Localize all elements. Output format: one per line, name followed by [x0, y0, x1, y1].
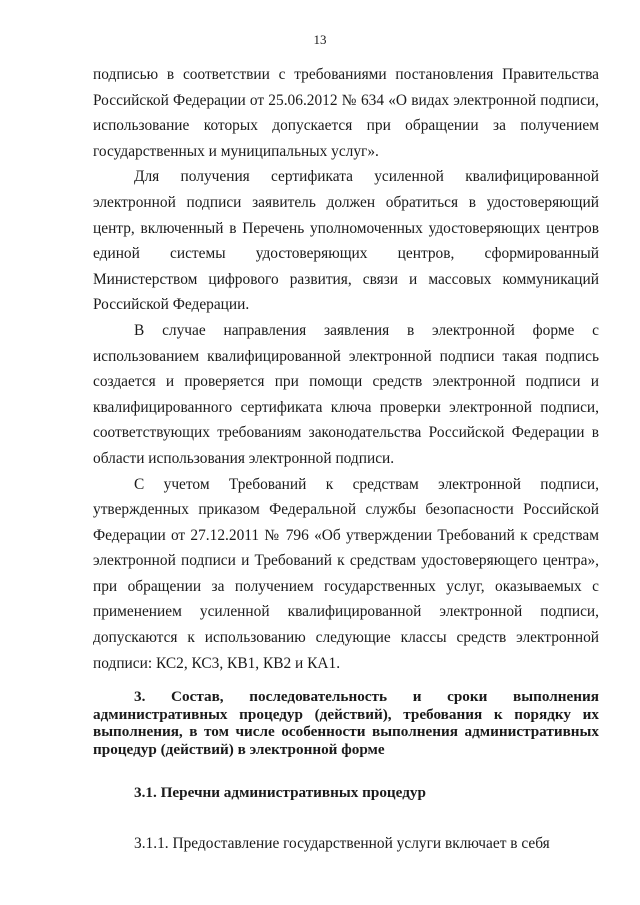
paragraph-continuation: подписью в соответствии с требованиями постановления Правительства Российской Федерации от 25.06.2012 № 634 «О видах электронной подписи, использование которых допускается при обращении за получением государственных и муниципальных услуг».	[93, 66, 599, 160]
page-number: 13	[313, 32, 327, 47]
document-body	[93, 62, 599, 856]
paragraph-electronic-form: В случае направления заявления в электронной форме с использованием квалифицированной электронной подписи такая подпись создается и проверяется при помощи средств электронной подписи и квалифицированного сертификата ключа проверки электронной подписи, соответствующих требованиям законодательства Российской Федерации в области использования электронной подписи.	[93, 321, 599, 467]
paragraph-procedures: 3.1.1. Предоставление государственной услуги включает в себя	[134, 834, 550, 852]
subsection-heading: 3.1. Перечни административных процедур	[134, 784, 426, 802]
section-heading: 3. Состав, последовательность и сроки выполнения административных процедур (действий), требования к порядку их выполнения, в том числе особенности выполнения административных процедур (действий) в электронной форме	[93, 688, 599, 758]
paragraph-signature-classes: С учетом Требований к средствам электронной подписи, утвержденных приказом Федеральной службы безопасности Российской Федерации от 27.12.2011 № 796 «Об утверждении Требований к средствам электронной подписи и Требований к средствам удостоверяющего центра», при обращении за получением государственных услуг, оказываемых с применением усиленной квалифицированной электронной подписи, допускаются к использованию следующие классы средств электронной подписи: КС2, КС3, КВ1, КВ2 и КА1.	[93, 475, 599, 672]
paragraph-certificate: Для получения сертификата усиленной квалифицированной электронной подписи заявитель должен обратиться в удостоверяющий центр, включенный в Перечень уполномоченных удостоверяющих центров единой системы удостоверяющих центров, сформированный Министерством цифрового развития, связи и массовых коммуникаций Российской Федерации.	[93, 168, 599, 314]
